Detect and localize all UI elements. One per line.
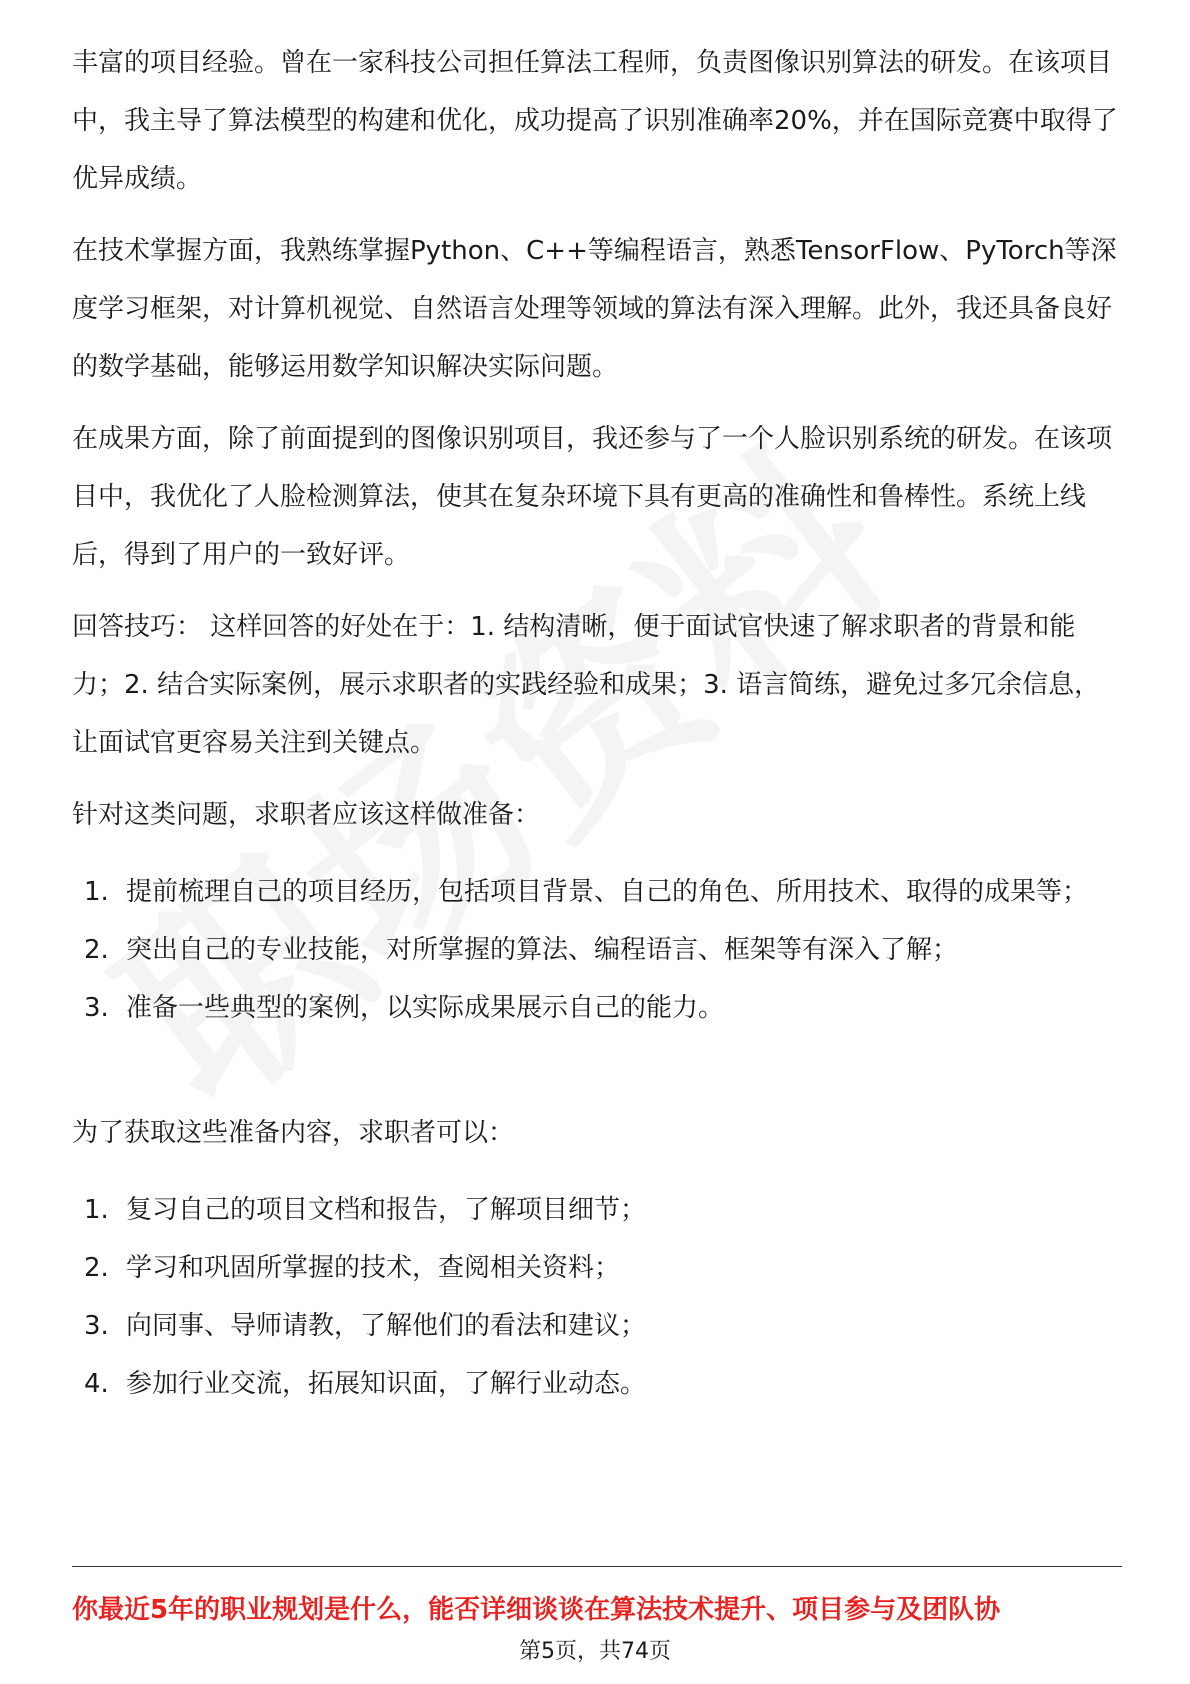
obtain-list: [72, 1181, 1122, 1413]
list-item-text: 突出自己的专业技能，对所掌握的算法、编程语言、框架等有深入了解；: [126, 935, 959, 965]
list-item-text: 向同事、导师请教，了解他们的看法和建议；: [126, 1311, 647, 1341]
paragraph-preparation-intro: 针对这类问题，求职者应该这样做准备：: [72, 800, 541, 830]
list-item: [72, 921, 1122, 979]
list-item: [72, 1297, 1122, 1355]
list-item: [72, 1239, 1122, 1297]
paragraph-answer-tips: 回答技巧： 这样回答的好处在于：1. 结构清晰，便于面试官快速了解求职者的背景和能力；2. 结合实际案例，展示求职者的实践经验和成果；3. 语言简练，避免过多冗余信息，让面试官更容易关注到关键点。: [72, 612, 1101, 758]
paragraph-achievements: 在成果方面，除了前面提到的图像识别项目，我还参与了一个人脸识别系统的研发。在该项目中，我优化了人脸检测算法，使其在复杂环境下具有更高的准确性和鲁棒性。系统上线后，得到了用户的一致好评。: [72, 424, 1113, 570]
paragraph-experience: 丰富的项目经验。曾在一家科技公司担任算法工程师，负责图像识别算法的研发。在该项目中，我主导了算法模型的构建和优化，成功提高了识别准确率20%，并在国际竞赛中取得了优异成绩。: [72, 48, 1118, 194]
paragraph-skills: 在技术掌握方面，我熟练掌握Python、C++等编程语言，熟悉TensorFlow、PyTorch等深度学习框架，对计算机视觉、自然语言处理等领域的算法有深入理解。此外，我还具备良好的数学基础，能够运用数学知识解决实际问题。: [72, 236, 1117, 382]
paragraph-obtain-intro: 为了获取这些准备内容，求职者可以：: [72, 1118, 515, 1148]
footer-divider: [72, 1566, 1122, 1567]
preparation-list: [72, 863, 1122, 1037]
list-item-number: 1.: [84, 1195, 109, 1225]
list-item-number: 1.: [84, 877, 109, 907]
list-item: [72, 979, 1122, 1037]
list-item-text: 准备一些典型的案例，以实际成果展示自己的能力。: [126, 993, 725, 1023]
next-question-heading: 你最近5年的职业规划是什么，能否详细谈谈在算法技术提升、项目参与及团队协: [72, 1595, 1001, 1625]
list-item: [72, 1355, 1122, 1413]
list-item-number: 3.: [84, 993, 109, 1023]
list-item-text: 学习和巩固所掌握的技术，查阅相关资料；: [126, 1253, 621, 1283]
list-item-number: 3.: [84, 1311, 109, 1341]
page-number: 第5页，共74页: [519, 1639, 671, 1664]
list-item-number: 2.: [84, 935, 109, 965]
list-item-text: 复习自己的项目文档和报告，了解项目细节；: [126, 1195, 647, 1225]
list-item-text: 提前梳理自己的项目经历，包括项目背景、自己的角色、所用技术、取得的成果等；: [126, 877, 1089, 907]
list-item-number: 2.: [84, 1253, 109, 1283]
list-item: [72, 863, 1122, 921]
list-item: [72, 1181, 1122, 1239]
list-item-number: 4.: [84, 1369, 109, 1399]
list-item-text: 参加行业交流，拓展知识面，了解行业动态。: [126, 1369, 647, 1399]
